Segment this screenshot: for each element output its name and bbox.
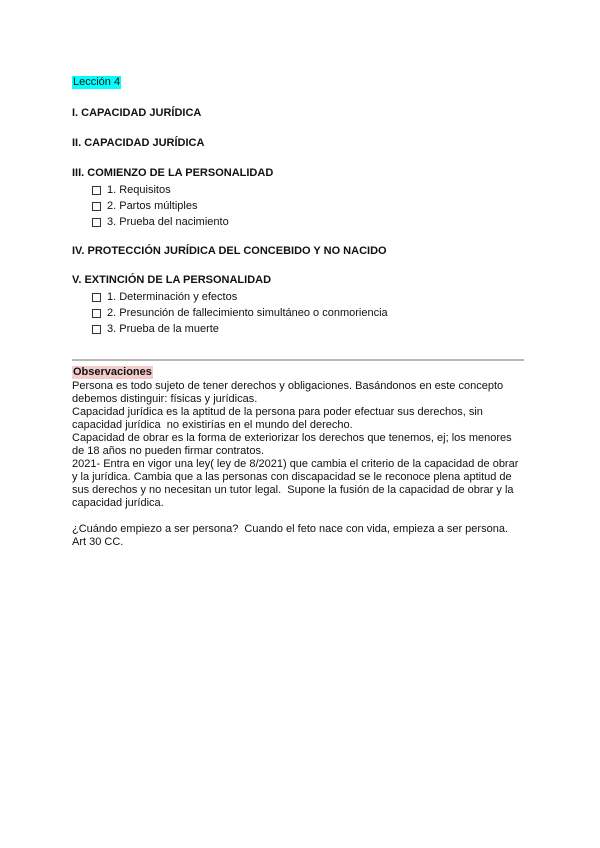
- section-heading-3: III. COMIENZO DE LA PERSONALIDAD: [72, 167, 274, 179]
- observation-line: 2021- Entra en vigor una ley( ley de 8/2021) que cambia el criterio de la capacidad de obrar: [72, 458, 519, 470]
- checklist-section-5: [72, 289, 532, 337]
- checklist-item[interactable]: [92, 214, 532, 230]
- horizontal-divider: [72, 359, 524, 361]
- checkbox-icon[interactable]: [92, 186, 101, 195]
- question-line: ¿Cuándo empiezo a ser persona? Cuando el feto nace con vida, empieza a ser persona.: [72, 523, 508, 535]
- checklist-item[interactable]: [92, 321, 532, 337]
- checklist-item[interactable]: [92, 198, 532, 214]
- observation-line: sus derechos y no necesitan un tutor legal. Supone la fusión de la capacidad de obrar y la: [72, 484, 514, 496]
- observation-line: debemos distinguir: físicas y jurídicas.: [72, 393, 258, 405]
- checklist-item[interactable]: [92, 305, 532, 321]
- observation-line: Capacidad jurídica es la aptitud de la persona para poder efectuar sus derechos, sin: [72, 406, 483, 418]
- section-heading-1: I. CAPACIDAD JURÍDICA: [72, 107, 202, 119]
- checkbox-icon[interactable]: [92, 293, 101, 302]
- observation-line: Capacidad de obrar es la forma de exteriorizar los derechos que tenemos, ej; los menores: [72, 432, 512, 444]
- checklist-item[interactable]: [92, 289, 532, 305]
- section-heading-4: IV. PROTECCIÓN JURÍDICA DEL CONCEBIDO Y NO NACIDO: [72, 245, 387, 257]
- lesson-label: Lección 4: [73, 76, 121, 88]
- observations-body: [72, 380, 532, 549]
- observation-line: de 18 años no pueden firmar contratos.: [72, 445, 265, 457]
- checklist-item-label: 1. Determinación y efectos: [107, 291, 238, 303]
- observation-line: Persona es todo sujeto de tener derechos y obligaciones. Basándonos en este concepto: [72, 380, 504, 392]
- checklist-item[interactable]: [92, 182, 532, 198]
- checklist-item-label: 2. Presunción de fallecimiento simultáneo o conmoriencia: [107, 307, 388, 319]
- checklist-item-label: 2. Partos múltiples: [107, 200, 198, 212]
- observations-title: Observaciones: [73, 366, 152, 378]
- checklist-item-label: 1. Requisitos: [107, 184, 171, 196]
- document-page: [72, 72, 532, 549]
- observation-line: capacidad jurídica no existirías en el mundo del derecho.: [72, 419, 353, 431]
- question-line: Art 30 CC.: [72, 536, 124, 548]
- observation-line: y la jurídica. Cambia que a las personas con discapacidad se le reconoce plena aptitud de: [72, 471, 512, 483]
- checkbox-icon[interactable]: [92, 309, 101, 318]
- paragraph-gap: [72, 510, 532, 523]
- checkbox-icon[interactable]: [92, 218, 101, 227]
- observation-line: capacidad jurídica.: [72, 497, 164, 509]
- checkbox-icon[interactable]: [92, 325, 101, 334]
- checklist-item-label: 3. Prueba de la muerte: [107, 323, 219, 335]
- section-heading-2: II. CAPACIDAD JURÍDICA: [72, 137, 205, 149]
- checklist-section-3: [72, 182, 532, 230]
- section-heading-5: V. EXTINCIÓN DE LA PERSONALIDAD: [72, 274, 272, 286]
- checkbox-icon[interactable]: [92, 202, 101, 211]
- checklist-item-label: 3. Prueba del nacimiento: [107, 216, 229, 228]
